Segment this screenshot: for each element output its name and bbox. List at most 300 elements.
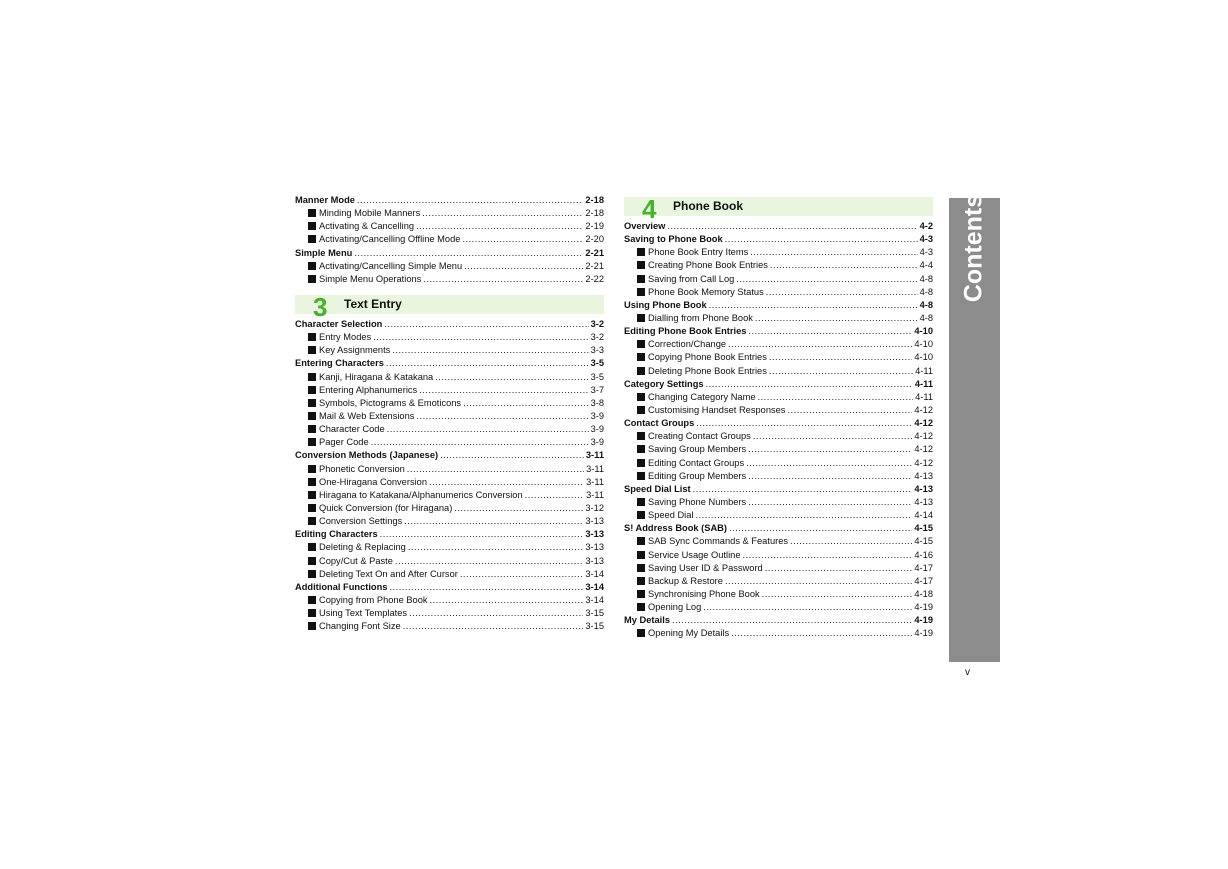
toc-subsection-entry[interactable] — [295, 476, 604, 489]
dot-leader — [429, 476, 584, 489]
dot-leader — [463, 397, 588, 410]
dot-leader — [769, 351, 913, 364]
square-bullet-icon — [637, 498, 645, 506]
toc-subsection-entry[interactable] — [295, 331, 604, 344]
toc-entry-title: One-Hiragana Conversion — [319, 476, 428, 487]
toc-entry-title: Character Selection — [295, 318, 383, 329]
toc-entry-page: 2-19 — [585, 221, 604, 232]
square-bullet-icon — [637, 432, 645, 440]
toc-entry-title: Deleting & Replacing — [319, 542, 406, 553]
square-bullet-icon — [637, 537, 645, 545]
toc-entry-page: 4-3 — [919, 247, 933, 258]
toc-subsection-entry[interactable] — [295, 423, 604, 436]
toc-subsection-entry[interactable] — [624, 601, 933, 614]
toc-section-entry[interactable] — [624, 233, 933, 246]
toc-entry-title: Key Assignments — [319, 345, 391, 356]
dot-leader — [416, 220, 583, 233]
toc-subsection-entry[interactable] — [295, 273, 604, 286]
toc-entry-title: Contact Groups — [624, 418, 695, 429]
toc-subsection-entry[interactable] — [624, 457, 933, 470]
toc-entry-title: Minding Mobile Manners — [319, 208, 421, 219]
dot-leader — [392, 344, 588, 357]
toc-entry-page: 4-3 — [919, 234, 933, 245]
dot-leader — [709, 299, 918, 312]
dot-leader — [725, 233, 918, 246]
toc-entry-page: 4-11 — [914, 378, 933, 389]
toc-entry-title: Opening Log — [648, 602, 702, 613]
dot-leader — [743, 549, 913, 562]
square-bullet-icon — [308, 412, 316, 420]
dot-leader — [462, 233, 583, 246]
toc-subsection-entry[interactable] — [295, 220, 604, 233]
toc-section-entry[interactable] — [624, 299, 933, 312]
toc-entry-page: 3-15 — [585, 621, 604, 632]
toc-subsection-entry[interactable] — [624, 404, 933, 417]
toc-entry-title: SAB Sync Commands & Features — [648, 536, 789, 547]
toc-subsection-entry[interactable] — [624, 273, 933, 286]
side-tab-label: Contents — [959, 193, 988, 303]
toc-entry-page: 2-21 — [585, 247, 604, 258]
toc-subsection-entry[interactable] — [295, 384, 604, 397]
toc-entry-title: Symbols, Pictograms & Emoticons — [319, 397, 462, 408]
toc-subsection-entry[interactable] — [624, 391, 933, 404]
toc-entry-page: 3-8 — [590, 397, 604, 408]
dot-leader — [384, 318, 588, 331]
toc-entry-title: Synchronising Phone Book — [648, 588, 760, 599]
toc-subsection-entry[interactable] — [295, 489, 604, 502]
toc-entry-title: Phone Book Memory Status — [648, 286, 764, 297]
dot-leader — [440, 449, 584, 462]
toc-entry-page: 3-2 — [590, 318, 604, 329]
dot-leader — [460, 568, 584, 581]
toc-entry-title: Saving User ID & Password — [648, 562, 763, 573]
dot-leader — [728, 338, 912, 351]
toc-entry-page: 3-13 — [585, 555, 604, 566]
square-bullet-icon — [308, 622, 316, 630]
toc-entry-title: Additional Functions — [295, 581, 388, 592]
square-bullet-icon — [308, 570, 316, 578]
toc-entry-page: 4-10 — [914, 339, 933, 350]
toc-entry-page: 4-15 — [914, 523, 933, 534]
chapter-number: 4 — [642, 194, 657, 224]
dot-leader — [755, 312, 918, 325]
toc-section-entry[interactable] — [624, 325, 933, 338]
toc-entry-page: 4-11 — [915, 391, 933, 402]
dot-leader — [762, 588, 913, 601]
toc-entry-title: Hiragana to Katakana/Alphanumerics Conversion — [319, 489, 523, 500]
page-number: v — [965, 667, 970, 678]
dot-leader — [389, 581, 583, 594]
toc-entry-page: 3-5 — [590, 371, 604, 382]
dot-leader — [725, 575, 912, 588]
chapter-3-header[interactable] — [295, 291, 604, 322]
toc-entry-page: 4-15 — [914, 536, 933, 547]
square-bullet-icon — [637, 590, 645, 598]
toc-entry-title: Editing Phone Book Entries — [624, 326, 747, 337]
square-bullet-icon — [308, 491, 316, 499]
dot-leader — [750, 246, 917, 259]
toc-subsection-entry[interactable] — [295, 410, 604, 423]
toc-entry-page: 4-16 — [914, 549, 933, 560]
toc-subsection-entry[interactable] — [624, 535, 933, 548]
toc-entry-title: S! Address Book (SAB) — [624, 523, 727, 534]
square-bullet-icon — [308, 222, 316, 230]
toc-entry-title: Entering Characters — [295, 358, 384, 369]
toc-entry-page: 3-14 — [585, 594, 604, 605]
dot-leader — [748, 325, 912, 338]
square-bullet-icon — [637, 393, 645, 401]
toc-entry-page: 4-8 — [919, 299, 933, 310]
toc-entry-title: Opening My Details — [648, 628, 730, 639]
dot-leader — [423, 273, 583, 286]
toc-entry-title: Conversion Methods (Japanese) — [295, 450, 439, 461]
toc-subsection-entry[interactable] — [295, 607, 604, 620]
toc-entry-page: 3-9 — [590, 424, 604, 435]
toc-subsection-entry[interactable] — [295, 541, 604, 554]
toc-subsection-entry[interactable] — [624, 627, 933, 640]
toc-entry-page: 3-14 — [585, 581, 604, 592]
dot-leader — [703, 601, 912, 614]
square-bullet-icon — [308, 465, 316, 473]
toc-entry-title: Service Usage Outline — [648, 549, 741, 560]
dot-leader — [748, 443, 912, 456]
toc-entry-page: 4-8 — [919, 286, 933, 297]
square-bullet-icon — [308, 517, 316, 525]
dot-leader — [748, 470, 912, 483]
toc-entry-title: Manner Mode — [295, 195, 355, 205]
toc-entry-title: Phonetic Conversion — [319, 463, 405, 474]
toc-entry-page: 4-12 — [914, 404, 933, 415]
toc-subsection-entry[interactable] — [295, 594, 604, 607]
square-bullet-icon — [308, 543, 316, 551]
square-bullet-icon — [637, 472, 645, 480]
toc-subsection-entry[interactable] — [624, 430, 933, 443]
contents-side-tab[interactable] — [949, 193, 1000, 662]
toc-subsection-entry[interactable] — [295, 371, 604, 384]
square-bullet-icon — [308, 373, 316, 381]
toc-entry-page: 2-18 — [585, 208, 604, 219]
square-bullet-icon — [308, 438, 316, 446]
toc-entry-page: 4-10 — [914, 352, 933, 363]
toc-subsection-entry[interactable] — [624, 259, 933, 272]
square-bullet-icon — [308, 425, 316, 433]
toc-subsection-entry[interactable] — [295, 502, 604, 515]
toc-entry-title: Activating/Cancelling Offline Mode — [319, 234, 461, 245]
toc-subsection-entry[interactable] — [295, 260, 604, 273]
toc-entry-title: Saving Group Members — [648, 444, 747, 455]
toc-entry-title: Deleting Phone Book Entries — [648, 365, 767, 376]
toc-subsection-entry[interactable] — [624, 443, 933, 456]
dot-leader — [672, 614, 912, 627]
square-bullet-icon — [308, 399, 316, 407]
square-bullet-icon — [308, 504, 316, 512]
toc-subsection-entry[interactable] — [624, 351, 933, 364]
dot-leader — [758, 391, 914, 404]
toc-right-main-list — [624, 220, 933, 641]
square-bullet-icon — [637, 459, 645, 467]
square-bullet-icon — [637, 406, 645, 414]
square-bullet-icon — [308, 275, 316, 283]
toc-entry-page: 3-14 — [585, 568, 604, 579]
toc-entry-title: Category Settings — [624, 378, 704, 389]
toc-entry-page: 3-15 — [585, 608, 604, 619]
toc-section-entry[interactable] — [624, 614, 933, 627]
toc-subsection-entry[interactable] — [624, 365, 933, 378]
square-bullet-icon — [637, 603, 645, 611]
toc-entry-page: 3-2 — [590, 332, 604, 343]
square-bullet-icon — [308, 346, 316, 354]
toc-subsection-entry[interactable] — [624, 509, 933, 522]
toc-entry-page: 4-12 — [914, 431, 933, 442]
toc-entry-page: 2-18 — [585, 195, 604, 205]
dot-leader — [464, 260, 583, 273]
toc-entry-page: 4-8 — [919, 312, 933, 323]
toc-entry-page: 3-11 — [586, 489, 604, 500]
toc-subsection-entry[interactable] — [295, 555, 604, 568]
toc-entry-title: Copying Phone Book Entries — [648, 352, 767, 363]
square-bullet-icon — [308, 333, 316, 341]
toc-entry-title: Saving from Call Log — [648, 273, 735, 284]
square-bullet-icon — [637, 577, 645, 585]
toc-entry-page: 3-5 — [590, 358, 604, 369]
dot-leader — [395, 555, 583, 568]
dot-leader — [693, 483, 913, 496]
toc-entry-page: 4-12 — [914, 444, 933, 455]
toc-entry-page: 4-10 — [914, 326, 933, 337]
square-bullet-icon — [308, 596, 316, 604]
dot-leader — [736, 273, 917, 286]
toc-subsection-entry[interactable] — [295, 207, 604, 220]
toc-entry-page: 3-13 — [585, 529, 604, 540]
square-bullet-icon — [637, 248, 645, 256]
square-bullet-icon — [308, 478, 316, 486]
chapter-title: Text Entry — [344, 296, 402, 311]
square-bullet-icon — [308, 386, 316, 394]
toc-section-entry[interactable] — [295, 247, 604, 260]
dot-leader — [454, 502, 583, 515]
dot-leader — [387, 423, 589, 436]
toc-entry-page: 2-21 — [585, 260, 604, 271]
dot-leader — [416, 410, 588, 423]
toc-section-entry[interactable] — [295, 449, 604, 462]
dot-leader — [430, 594, 584, 607]
toc-entry-page: 4-17 — [914, 575, 933, 586]
dot-leader — [380, 528, 584, 541]
square-bullet-icon — [308, 557, 316, 565]
toc-entry-title: Editing Characters — [295, 529, 378, 540]
square-bullet-icon — [637, 261, 645, 269]
toc-entry-title: Entering Alphanumerics — [319, 384, 418, 395]
dot-leader — [373, 331, 588, 344]
toc-entry-page: 4-19 — [914, 628, 933, 639]
toc-entry-title: Speed Dial List — [624, 483, 691, 494]
toc-entry-page: 3-7 — [590, 384, 604, 395]
toc-entry-title: Conversion Settings — [319, 516, 403, 527]
dot-leader — [409, 607, 583, 620]
toc-entry-page: 3-11 — [585, 450, 604, 461]
toc-entry-page: 4-13 — [914, 496, 933, 507]
dot-leader — [731, 627, 912, 640]
toc-subsection-entry[interactable] — [624, 496, 933, 509]
dot-leader — [748, 496, 912, 509]
toc-subsection-entry[interactable] — [624, 286, 933, 299]
square-bullet-icon — [637, 288, 645, 296]
toc-section-entry[interactable] — [295, 194, 604, 207]
toc-entry-title: Copying from Phone Book — [319, 594, 428, 605]
square-bullet-icon — [308, 209, 316, 217]
toc-subsection-entry[interactable] — [624, 246, 933, 259]
dot-leader — [525, 489, 584, 502]
toc-entry-page: 4-18 — [914, 588, 933, 599]
toc-entry-title: Editing Group Members — [648, 470, 747, 481]
chapter-title: Phone Book — [673, 199, 744, 213]
toc-entry-title: Overview — [624, 221, 666, 231]
toc-right-column — [624, 194, 933, 641]
toc-entry-page: 4-19 — [914, 615, 933, 626]
toc-subsection-entry[interactable] — [295, 463, 604, 476]
toc-section-entry[interactable] — [295, 528, 604, 541]
dot-leader — [667, 220, 917, 233]
toc-entry-title: Activating/Cancelling Simple Menu — [319, 260, 463, 271]
toc-entry-title: Saving to Phone Book — [624, 234, 723, 245]
toc-subsection-entry[interactable] — [295, 436, 604, 449]
toc-entry-title: Correction/Change — [648, 339, 727, 350]
toc-entry-page: 4-2 — [919, 221, 933, 231]
dot-leader — [357, 194, 583, 207]
square-bullet-icon — [637, 275, 645, 283]
dot-leader — [419, 384, 588, 397]
dot-leader — [404, 515, 583, 528]
toc-entry-title: Character Code — [319, 424, 385, 435]
dot-leader — [403, 620, 584, 633]
chapter-4-header[interactable] — [624, 194, 933, 224]
toc-subsection-entry[interactable] — [624, 575, 933, 588]
toc-entry-title: Using Phone Book — [624, 299, 707, 310]
toc-entry-page: 4-11 — [915, 365, 933, 376]
toc-entry-title: Creating Phone Book Entries — [648, 260, 768, 271]
toc-entry-page: 4-19 — [914, 602, 933, 613]
toc-entry-title: Dialling from Phone Book — [648, 312, 753, 323]
toc-entry-title: Deleting Text On and After Cursor — [319, 568, 458, 579]
toc-section-entry[interactable] — [624, 417, 933, 430]
toc-entry-page: 3-9 — [590, 410, 604, 421]
toc-section-entry[interactable] — [295, 357, 604, 370]
toc-entry-page: 3-13 — [585, 542, 604, 553]
toc-entry-page: 4-13 — [914, 483, 933, 494]
toc-subsection-entry[interactable] — [624, 312, 933, 325]
toc-section-entry[interactable] — [624, 522, 933, 535]
toc-entry-title: Pager Code — [319, 437, 369, 448]
toc-entry-page: 3-11 — [586, 476, 604, 487]
dot-leader — [706, 378, 913, 391]
toc-entry-title: Changing Font Size — [319, 621, 401, 632]
square-bullet-icon — [637, 353, 645, 361]
dot-leader — [696, 417, 912, 430]
toc-entry-title: Using Text Templates — [319, 608, 408, 619]
toc-entry-title: Creating Contact Groups — [648, 431, 751, 442]
square-bullet-icon — [637, 564, 645, 572]
square-bullet-icon — [637, 511, 645, 519]
toc-left-column — [295, 194, 604, 633]
square-bullet-icon — [637, 629, 645, 637]
toc-entry-page: 2-22 — [585, 273, 604, 284]
dot-leader — [769, 365, 913, 378]
toc-entry-title: Activating & Cancelling — [319, 221, 415, 232]
toc-entry-title: Editing Contact Groups — [648, 457, 745, 468]
dot-leader — [790, 535, 912, 548]
dot-leader — [371, 436, 589, 449]
toc-subsection-entry[interactable] — [295, 515, 604, 528]
toc-entry-title: Simple Menu — [295, 247, 353, 258]
toc-subsection-entry[interactable] — [624, 562, 933, 575]
toc-subsection-entry[interactable] — [295, 344, 604, 357]
toc-subsection-entry[interactable] — [624, 588, 933, 601]
toc-section-entry[interactable] — [624, 483, 933, 496]
toc-entry-title: Quick Conversion (for Hiragana) — [319, 502, 453, 513]
toc-subsection-entry[interactable] — [295, 397, 604, 410]
toc-entry-title: Mail & Web Extensions — [319, 410, 415, 421]
square-bullet-icon — [637, 551, 645, 559]
toc-entry-title: Saving Phone Numbers — [648, 496, 747, 507]
toc-subsection-entry[interactable] — [624, 549, 933, 562]
toc-entry-page: 4-4 — [919, 260, 933, 271]
toc-section-entry[interactable] — [624, 378, 933, 391]
toc-entry-page: 3-3 — [590, 345, 604, 356]
square-bullet-icon — [308, 235, 316, 243]
toc-section-entry[interactable] — [295, 318, 604, 331]
chapter-number: 3 — [313, 291, 328, 322]
toc-entry-page: 4-14 — [914, 510, 933, 521]
toc-entry-title: Backup & Restore — [648, 575, 723, 586]
toc-left-main-list — [295, 318, 604, 633]
square-bullet-icon — [637, 314, 645, 322]
toc-entry-page: 3-11 — [586, 463, 604, 474]
dot-leader — [408, 541, 584, 554]
toc-entry-page: 4-8 — [919, 273, 933, 284]
dot-leader — [753, 430, 913, 443]
dot-leader — [766, 286, 918, 299]
toc-section-entry[interactable] — [624, 220, 933, 233]
toc-entry-page: 4-12 — [914, 418, 933, 429]
toc-entry-title: Kanji, Hiragana & Katakana — [319, 371, 434, 382]
toc-subsection-entry[interactable] — [295, 233, 604, 246]
toc-subsection-entry[interactable] — [624, 338, 933, 351]
toc-entry-title: Simple Menu Operations — [319, 273, 422, 284]
toc-subsection-entry[interactable] — [295, 620, 604, 633]
dot-leader — [407, 463, 584, 476]
square-bullet-icon — [308, 262, 316, 270]
toc-entry-title: Copy/Cut & Paste — [319, 555, 393, 566]
dot-leader — [729, 522, 912, 535]
square-bullet-icon — [637, 367, 645, 375]
dot-leader — [695, 509, 912, 522]
square-bullet-icon — [637, 445, 645, 453]
dot-leader — [787, 404, 912, 417]
dot-leader — [746, 457, 912, 470]
dot-leader — [765, 562, 913, 575]
toc-entry-title: Changing Category Name — [648, 391, 756, 402]
dot-leader — [770, 259, 918, 272]
toc-left-top-list — [295, 194, 604, 286]
toc-subsection-entry[interactable] — [295, 568, 604, 581]
toc-entry-page: 3-9 — [590, 437, 604, 448]
square-bullet-icon — [637, 340, 645, 348]
toc-entry-page: 3-12 — [585, 502, 604, 513]
dot-leader — [386, 357, 589, 370]
toc-subsection-entry[interactable] — [624, 470, 933, 483]
dot-leader — [435, 371, 588, 384]
toc-section-entry[interactable] — [295, 581, 604, 594]
